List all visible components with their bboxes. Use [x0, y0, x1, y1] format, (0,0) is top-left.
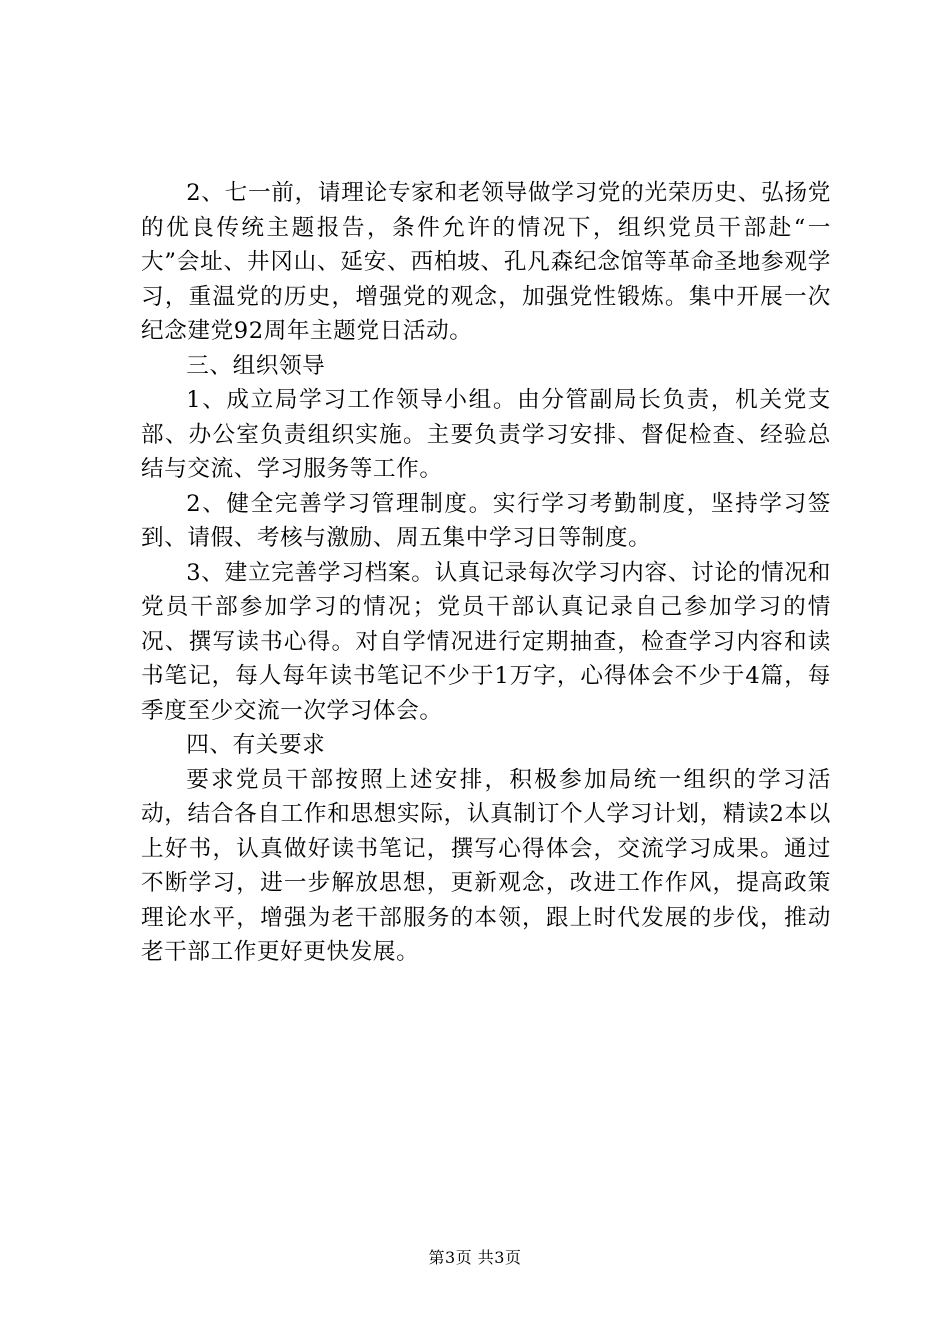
page-number-footer: 第3页 共3页 [428, 1248, 522, 1267]
document-body [141, 176, 831, 970]
section-heading-requirements: 四、有关要求 [186, 732, 326, 758]
section-heading-organization: 三、组织领导 [186, 352, 326, 379]
paragraph-item-1-leadership-group: 1、成立局学习工作领导小组。由分管副局长负责，机关党支部、办公室负责组织实施。主要负责学习安排、督促检查、经验总结与交流、学习服务等工作。 [141, 387, 831, 482]
paragraph-requirements: 要求党员干部按照上述安排，积极参加局统一组织的学习活动，结合各自工作和思想实际，认真制订个人学习计划，精读2本以上好书，认真做好读书笔记，撰写心得体会，交流学习成果。通过不断学习，进一步解放思想，更新观念，改进工作作风，提高政策理论水平，增强为老干部服务的本领，跟上时代发展的步伐，推动老干部工作更好更快发展。 [141, 766, 831, 965]
paragraph-item-2-activities: 2、七一前，请理论专家和老领导做学习党的光荣历史、弘扬党的优良传统主题报告，条件允许的情况下，组织党员干部赴“一大”会址、井冈山、延安、西柏坡、孔凡森纪念馆等革命圣地参观学习，重温党的历史，增强党的观念，加强党性锻炼。集中开展一次纪念建党92周年主题党日活动。 [141, 180, 831, 344]
paragraph-item-3-study-archive: 3、建立完善学习档案。认真记录每次学习内容、讨论的情况和党员干部参加学习的情况；党员干部认真记录自己参加学习的情况、撰写读书心得。对自学情况进行定期抽查，检查学习内容和读书笔记，每人每年读书笔记不少于1万字，心得体会不少于4篇，每季度至少交流一次学习体会。 [141, 559, 831, 724]
paragraph-item-2-management-system: 2、健全完善学习管理制度。实行学习考勤制度，坚持学习签到、请假、考核与激励、周五集中学习日等制度。 [141, 490, 831, 551]
